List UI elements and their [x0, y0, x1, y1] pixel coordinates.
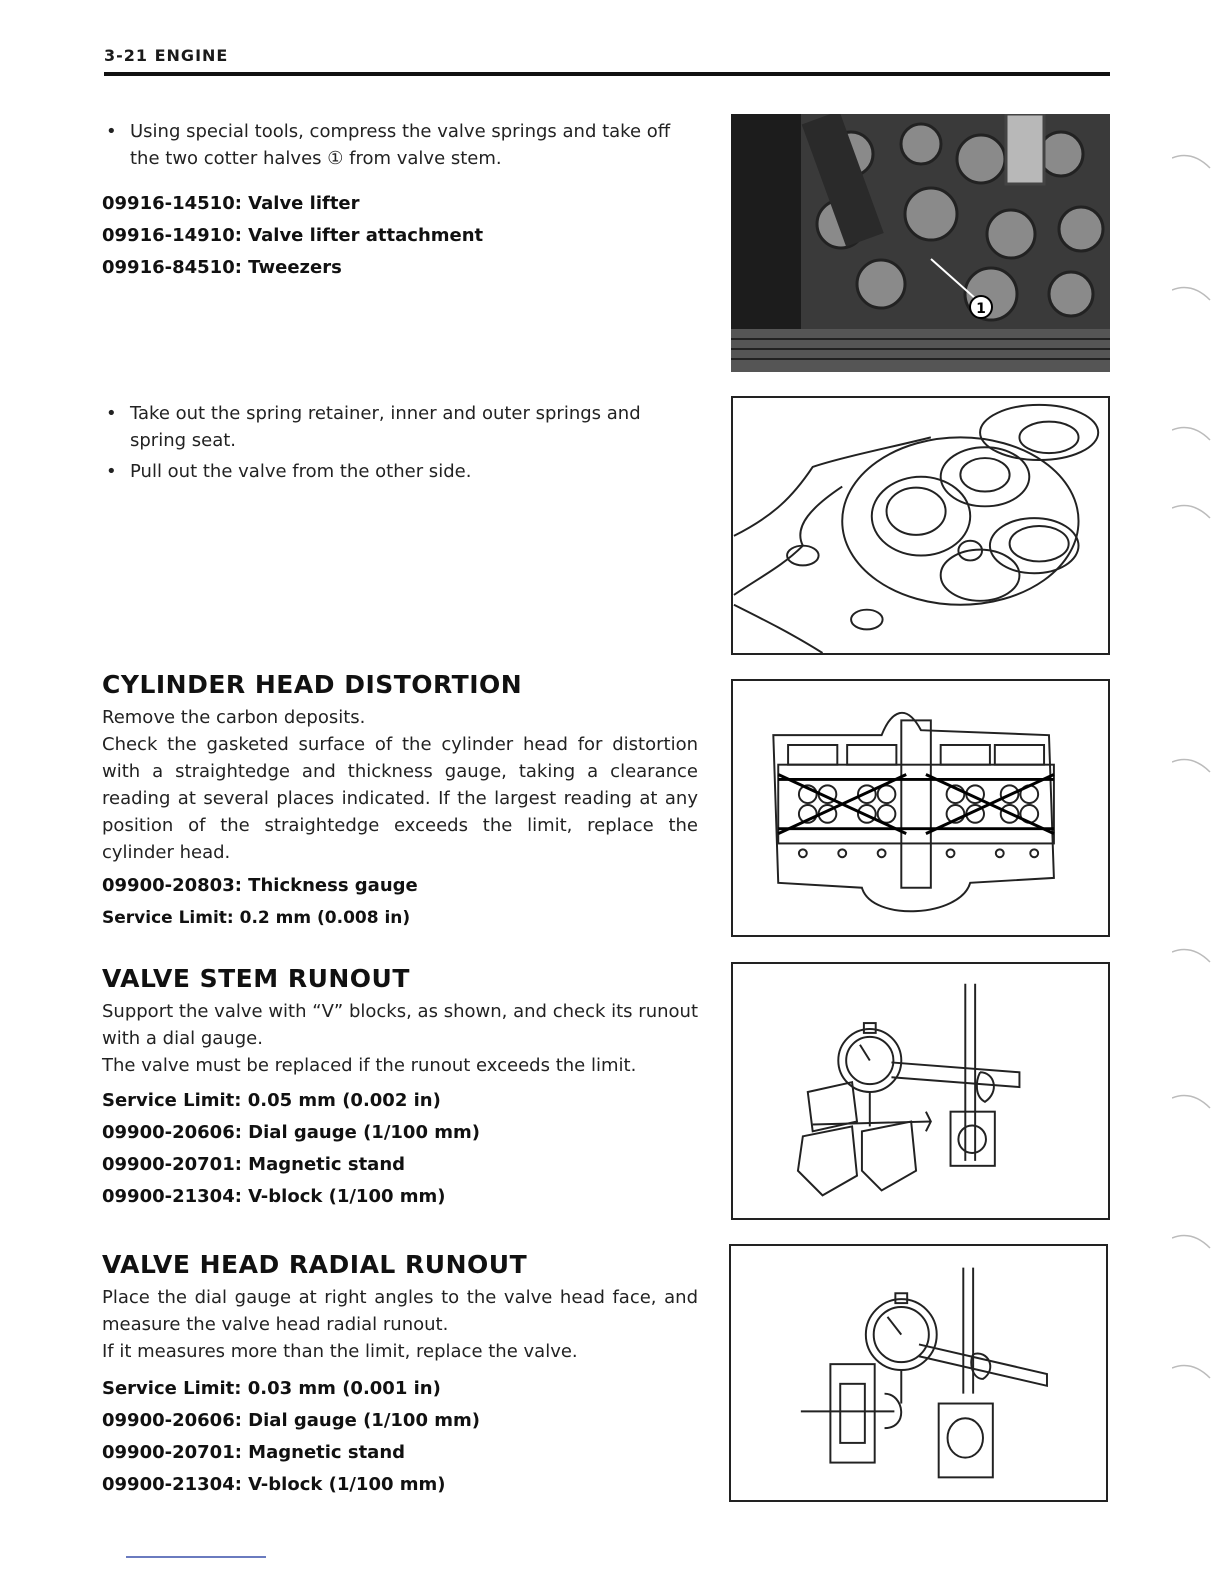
section-title: VALVE STEM RUNOUT — [102, 964, 410, 993]
body-text: If it measures more than the limit, replace the valve. — [102, 1341, 578, 1362]
springs-instruction: • Pull out the valve from the other side. — [102, 458, 698, 485]
valve-seat-illustration — [731, 396, 1110, 655]
spec-line: 09900-20701: Magnetic stand — [102, 1154, 406, 1175]
footer-rule — [126, 1556, 266, 1558]
section-title: CYLINDER HEAD DISTORTION — [102, 670, 523, 699]
margin-marks — [1172, 130, 1212, 1430]
page-header: 3-21 ENGINE — [104, 46, 229, 65]
springs-instruction: • Take out the spring retainer, inner and outer springs and spring seat. — [102, 400, 698, 454]
tool-line: 09916-14510: Valve lifter — [102, 193, 360, 214]
tool-line: 09916-84510: Tweezers — [102, 257, 342, 278]
cotter-instruction: • Using special tools, compress the valve springs and take off the two cotter halves ① from valve stem. — [102, 118, 698, 172]
spec-line: 09900-20606: Dial gauge (1/100 mm) — [102, 1410, 480, 1431]
spec-line: 09900-20606: Dial gauge (1/100 mm) — [102, 1122, 480, 1143]
spec-line: 09900-20803: Thickness gauge — [102, 875, 418, 896]
spec-line: 09900-21304: V-block (1/100 mm) — [102, 1474, 446, 1495]
callout-number: 1 — [976, 301, 986, 317]
head-runout-illustration — [729, 1244, 1108, 1502]
head-runout-section — [102, 1248, 698, 1501]
tool-line: 09916-14910: Valve lifter attachment — [102, 225, 484, 246]
cotter-section — [102, 118, 698, 284]
valve-lifter-photo — [731, 114, 1110, 372]
spec-line: 09900-21304: V-block (1/100 mm) — [102, 1186, 446, 1207]
spec-line: Service Limit: 0.03 mm (0.001 in) — [102, 1378, 441, 1399]
body-text: Support the valve with “V” blocks, as shown, and check its runout with a dial gauge. — [102, 1001, 698, 1049]
spec-line: 09900-20701: Magnetic stand — [102, 1442, 406, 1463]
section-title: VALVE HEAD RADIAL RUNOUT — [102, 1250, 528, 1279]
spec-line: Service Limit: 0.2 mm (0.008 in) — [102, 908, 411, 928]
stem-runout-section — [102, 962, 698, 1213]
body-text: Place the dial gauge at right angles to the valve head face, and measure the valve head radial runout. — [102, 1287, 698, 1335]
header-rule — [104, 72, 1110, 76]
stem-runout-illustration — [731, 962, 1110, 1220]
body-text: The valve must be replaced if the runout exceeds the limit. — [102, 1055, 637, 1076]
cylinder-head-diagram — [731, 679, 1110, 937]
springs-section — [102, 400, 698, 485]
distortion-section — [102, 668, 698, 934]
body-text: Check the gasketed surface of the cylinder head for distortion with a straightedge and thickness gauge, taking a clearance reading at several places indicated. If the largest reading at any position of the straightedge exceeds the limit, replace the cylinder head. — [102, 734, 698, 863]
spec-line: Service Limit: 0.05 mm (0.002 in) — [102, 1090, 441, 1111]
body-text: Remove the carbon deposits. — [102, 707, 366, 728]
